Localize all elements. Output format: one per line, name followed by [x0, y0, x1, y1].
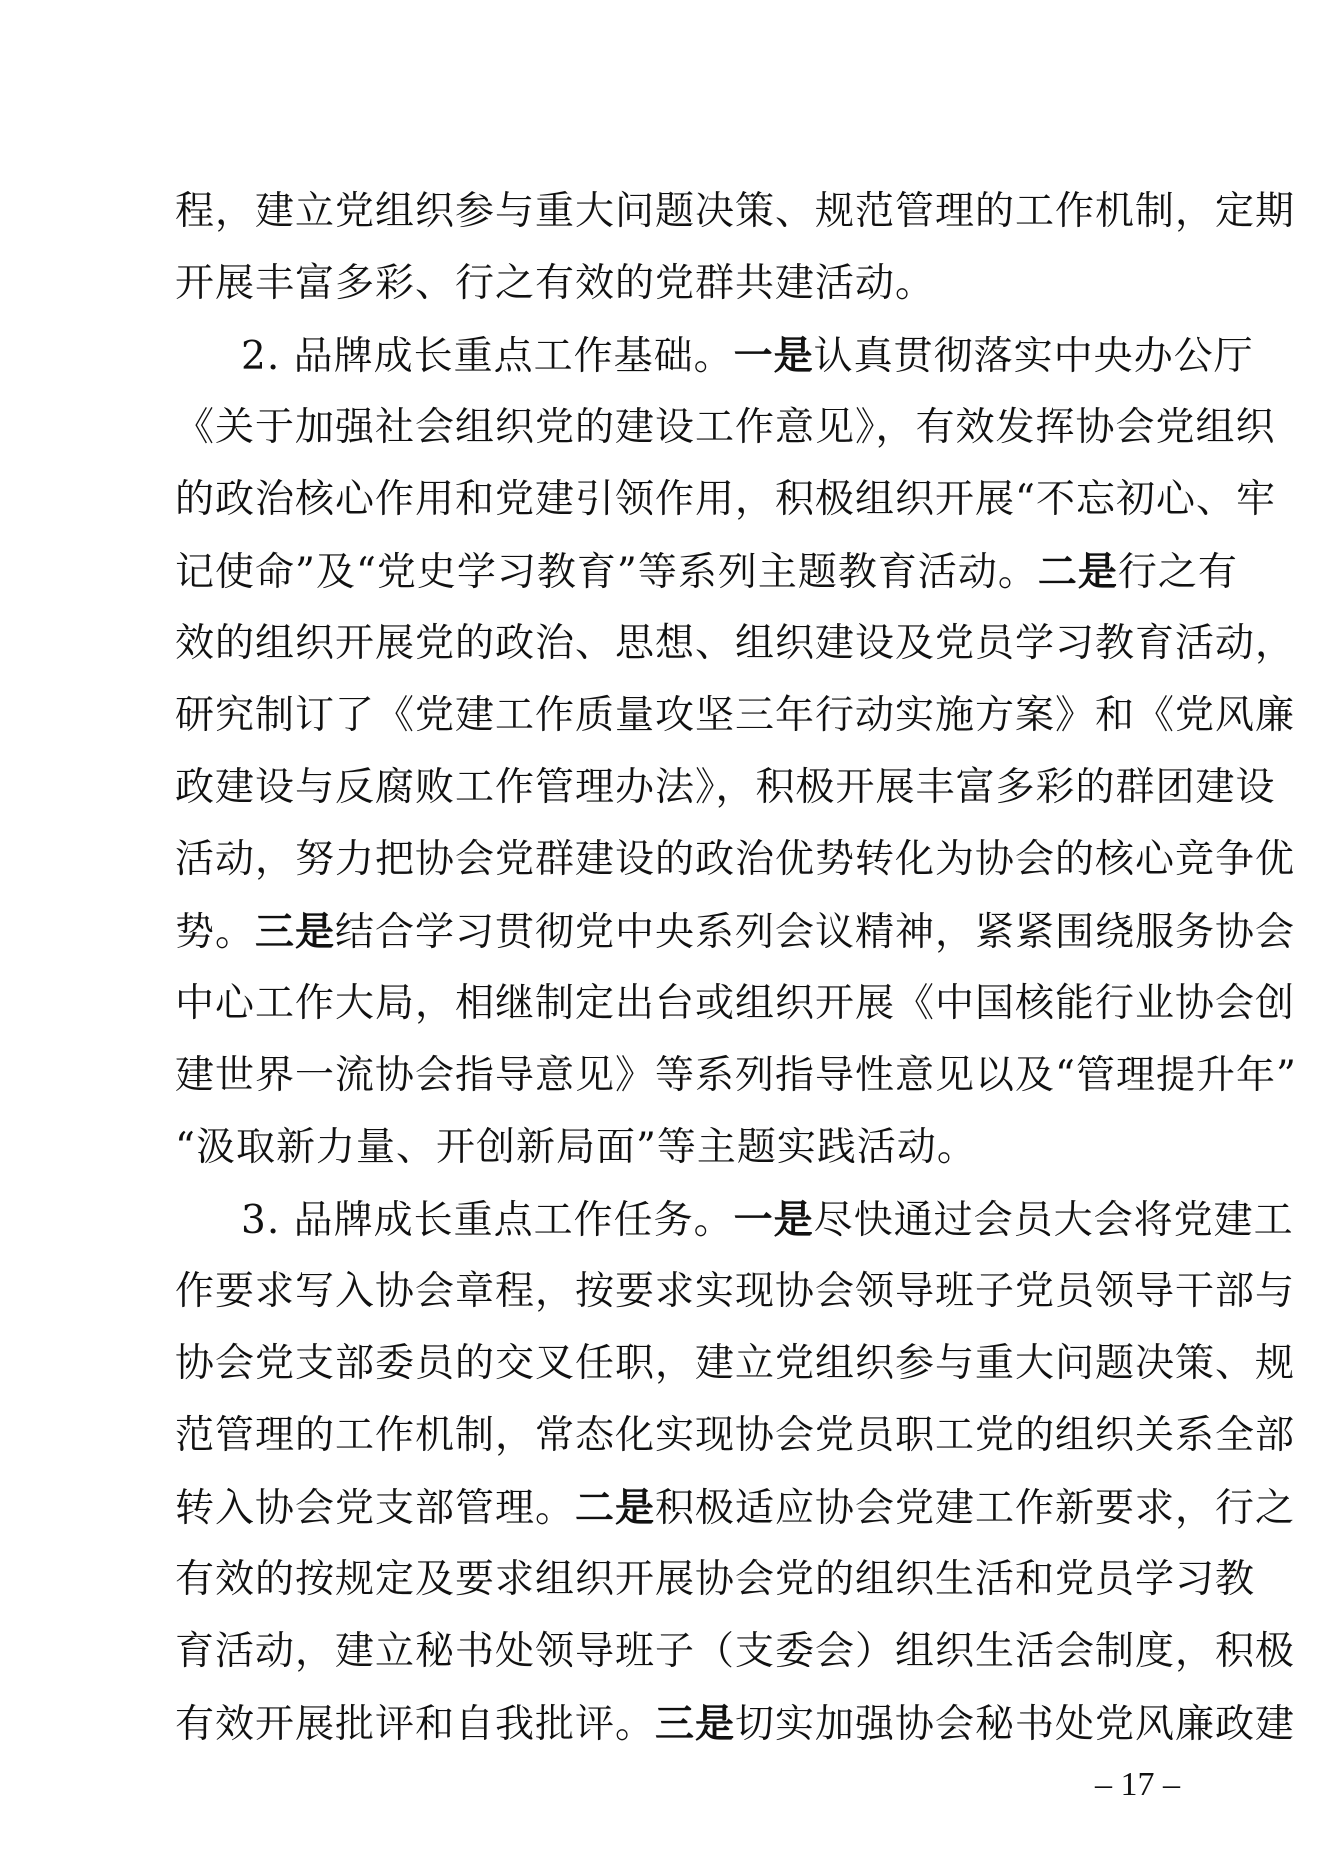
first-point-marker: 一是: [733, 1197, 814, 1243]
text-line: 程，建立党组织参与重大问题决策、规范管理的工作机制，定期: [175, 189, 1296, 234]
text-line: 作要求写入协会章程，按要求实现协会领导班子党员领导干部与: [175, 1269, 1296, 1314]
text-line: 《关于加强社会组织党的建设工作意见》，有效发挥协会党组织: [175, 405, 1276, 450]
text-span: 有效开展批评和自我批评。: [175, 1702, 656, 1747]
section-2-heading: 2. 品牌成长重点工作基础。: [241, 334, 734, 379]
section-3-first-line: [175, 1184, 1294, 1256]
page-number: – 17 –: [1095, 1766, 1180, 1803]
text-line: 活动，努力把协会党群建设的政治优势转化为协会的核心竞争优: [175, 837, 1296, 882]
text-span: 行之有: [1117, 550, 1238, 595]
text-line: 的政治核心作用和党建引领作用，积极组织开展“不忘初心、牢: [175, 477, 1276, 522]
text-span: 切实加强协会秘书处党风廉政建: [735, 1702, 1296, 1747]
text-line: 建世界一流协会指导意见》等系列指导性意见以及“管理提升年”: [175, 1053, 1297, 1098]
second-point-marker: 二是: [1037, 549, 1118, 595]
first-point-marker: 一是: [733, 333, 814, 379]
text-line: [175, 536, 1238, 608]
text-span: 尽快通过会员大会将党建工: [813, 1198, 1294, 1243]
text-span: 积极适应协会党建工作新要求，行之: [655, 1486, 1296, 1531]
text-line: 有效的按规定及要求组织开展协会党的组织生活和党员学习教: [175, 1557, 1256, 1602]
text-line: 中心工作大局，相继制定出台或组织开展《中国核能行业协会创: [175, 981, 1296, 1026]
text-line: 协会党支部委员的交叉任职，建立党组织参与重大问题决策、规: [175, 1341, 1296, 1386]
text-line: 政建设与反腐败工作管理办法》，积极开展丰富多彩的群团建设: [175, 765, 1276, 810]
section-2-first-line: [175, 320, 1254, 392]
text-line: 效的组织开展党的政治、思想、组织建设及党员学习教育活动，: [175, 621, 1296, 666]
text-line: “汲取新力量、开创新局面”等主题实践活动。: [175, 1125, 977, 1170]
text-line: 研究制订了《党建工作质量攻坚三年行动实施方案》和《党风廉: [175, 693, 1296, 738]
third-point-marker: 三是: [255, 909, 336, 955]
text-line: [175, 1472, 1296, 1544]
text-line: 范管理的工作机制，常态化实现协会党员职工党的组织关系全部: [175, 1413, 1296, 1458]
text-span: 记使命”及“党史学习教育”等系列主题教育活动。: [175, 550, 1038, 595]
text-span: 结合学习贯彻党中央系列会议精神，紧紧围绕服务协会: [335, 910, 1296, 955]
third-point-marker: 三是: [655, 1701, 736, 1747]
text-span: 转入协会党支部管理。: [175, 1486, 576, 1531]
text-span: 势。: [175, 910, 256, 955]
second-point-marker: 二是: [575, 1485, 656, 1531]
text-line: 开展丰富多彩、行之有效的党群共建活动。: [175, 261, 936, 306]
text-line: 育活动，建立秘书处领导班子（支委会）组织生活会制度，积极: [175, 1629, 1296, 1674]
section-3-heading: 3. 品牌成长重点工作任务。: [241, 1198, 734, 1243]
text-line: [175, 896, 1296, 968]
document-body: [175, 176, 1297, 1760]
text-line: [175, 1688, 1296, 1760]
text-span: 认真贯彻落实中央办公厅: [813, 334, 1254, 379]
